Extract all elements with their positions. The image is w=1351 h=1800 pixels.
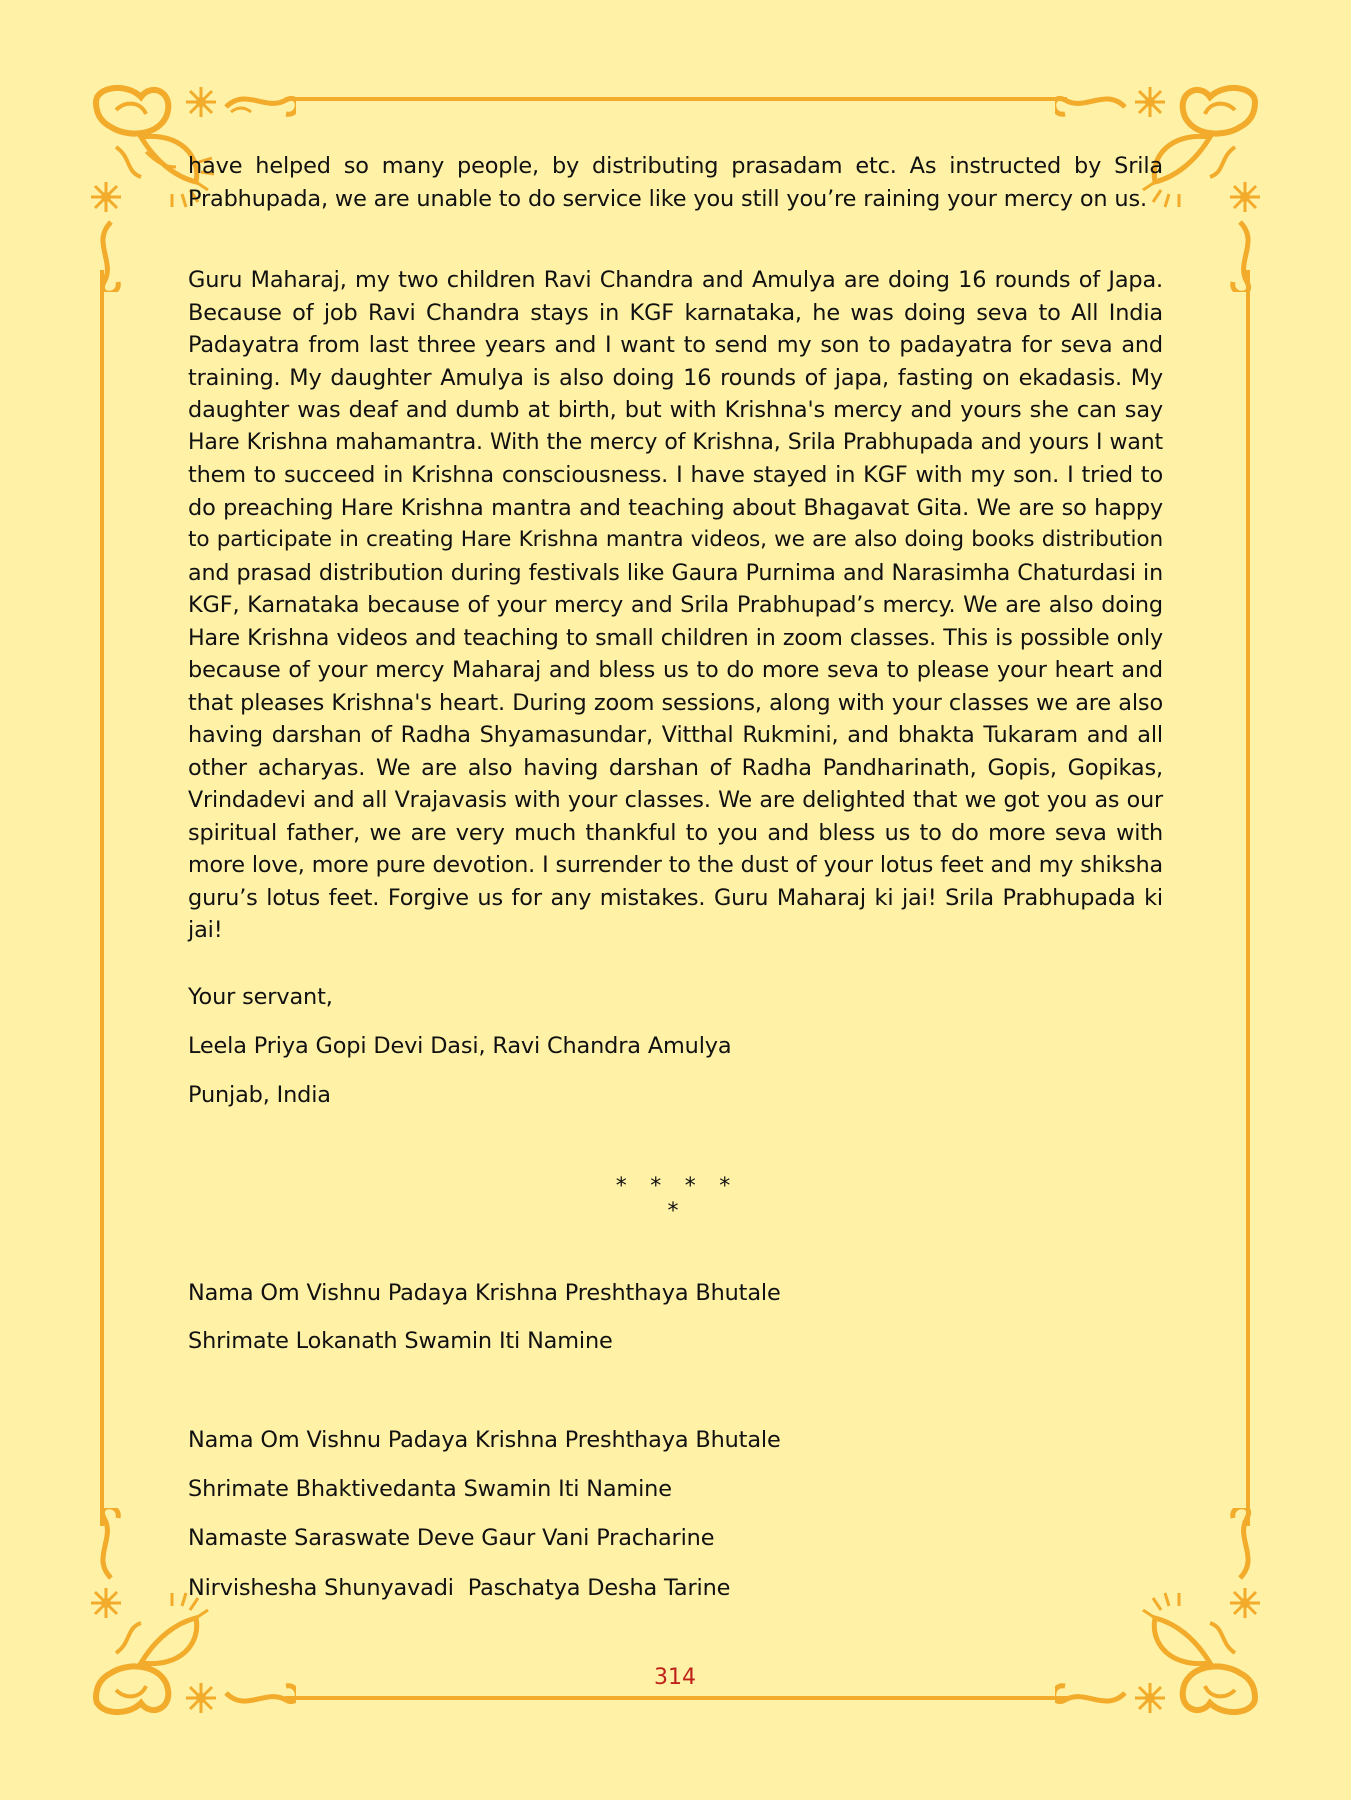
paragraph-line: Guru Maharaj, my two children Ravi Chandra and Amulya are doing 16 rounds of Japa. <box>188 267 1163 293</box>
paragraph-line: KGF, Karnataka because of your mercy and Srila Prabhupad’s mercy. We are also doing <box>188 592 1163 618</box>
verse-line: Nama Om Vishnu Padaya Krishna Preshthaya Bhutale <box>188 1427 781 1453</box>
paragraph-line: other acharyas. We are also having darshan of Radha Pandharinath, Gopis, Gopikas, <box>188 754 1163 781</box>
signature-names: Leela Priya Gopi Devi Dasi, Ravi Chandra Amulya <box>188 1033 732 1059</box>
border-right-line <box>1246 270 1250 1526</box>
paragraph-line: guru’s lotus feet. Forgive us for any mistakes. Guru Maharaj ki jai! Srila Prabhupada ki <box>188 884 1163 911</box>
letter-paragraph-1 <box>188 150 1163 215</box>
paragraph-line: spiritual father, we are very much thankful to you and bless us to do more seva with <box>188 819 1163 846</box>
letter-paragraph-2 <box>188 264 1163 947</box>
corner-ornament-bottom-right-icon <box>1055 1508 1265 1718</box>
paragraph-line: Hare Krishna videos and teaching to small children in zoom classes. This is possible only <box>188 624 1163 651</box>
border-top-line <box>285 97 1067 101</box>
paragraph-line: daughter was deaf and dumb at birth, but with Krishna's mercy and yours she can say <box>188 397 1163 423</box>
page-number: 314 <box>654 1665 696 1690</box>
closing-salutation: Your servant, <box>188 984 333 1010</box>
paragraph-line: to participate in creating Hare Krishna mantra videos, we are also doing books distribution <box>188 527 1163 552</box>
verse-line: Shrimate Bhaktivedanta Swamin Iti Namine <box>188 1476 672 1502</box>
verse-line: Namaste Saraswate Deve Gaur Vani Pracharine <box>188 1525 715 1551</box>
border-bottom-line <box>285 1696 1067 1700</box>
verse-line: Nama Om Vishnu Padaya Krishna Preshthaya Bhutale <box>188 1280 781 1306</box>
verse-line: Shrimate Lokanath Swamin Iti Namine <box>188 1328 613 1354</box>
paragraph-line: Vrindadevi and all Vrajavasis with your classes. We are delighted that we got you as our <box>188 787 1163 813</box>
paragraph-line: Padayatra from last three years and I want to send my son to padayatra for seva and <box>188 332 1163 358</box>
paragraph-line: because of your mercy Maharaj and bless us to do more seva to please your heart and <box>188 657 1163 683</box>
paragraph-line: that pleases Krishna's heart. During zoom sessions, along with your classes we are also <box>188 689 1163 716</box>
paragraph-line: jai! <box>188 917 223 943</box>
border-left-line <box>100 270 104 1526</box>
verse-line: Nirvishesha Shunyavadi Paschatya Desha Tarine <box>188 1575 731 1601</box>
signature-location: Punjab, India <box>188 1082 331 1108</box>
paragraph-line: Prabhupada, we are unable to do service like you still you’re raining your mercy on us. <box>188 185 1147 212</box>
paragraph-line: have helped so many people, by distributing prasadam etc. As instructed by Srila <box>188 153 1163 179</box>
paragraph-line: Because of job Ravi Chandra stays in KGF karnataka, he was doing seva to All India <box>188 299 1163 326</box>
paragraph-line: them to succeed in Krishna consciousness. I have stayed in KGF with my son. I tried to <box>188 462 1163 488</box>
paragraph-line: and prasad distribution during festivals like Gaura Purnima and Narasimha Chaturdasi in <box>188 559 1163 586</box>
paragraph-line: more love, more pure devotion. I surrender to the dust of your lotus feet and my shiksha <box>188 852 1163 878</box>
paragraph-line: training. My daughter Amulya is also doing 16 rounds of japa, fasting on ekadasis. My <box>188 364 1163 391</box>
paragraph-line: having darshan of Radha Shyamasundar, Vitthal Rukmini, and bhakta Tukaram and all <box>188 722 1163 748</box>
section-separator: * * * * * <box>614 1174 736 1224</box>
paragraph-line: Hare Krishna mahamantra. With the mercy of Krishna, Srila Prabhupada and yours I want <box>188 429 1163 455</box>
paragraph-line: do preaching Hare Krishna mantra and teaching about Bhagavat Gita. We are so happy <box>188 494 1163 521</box>
